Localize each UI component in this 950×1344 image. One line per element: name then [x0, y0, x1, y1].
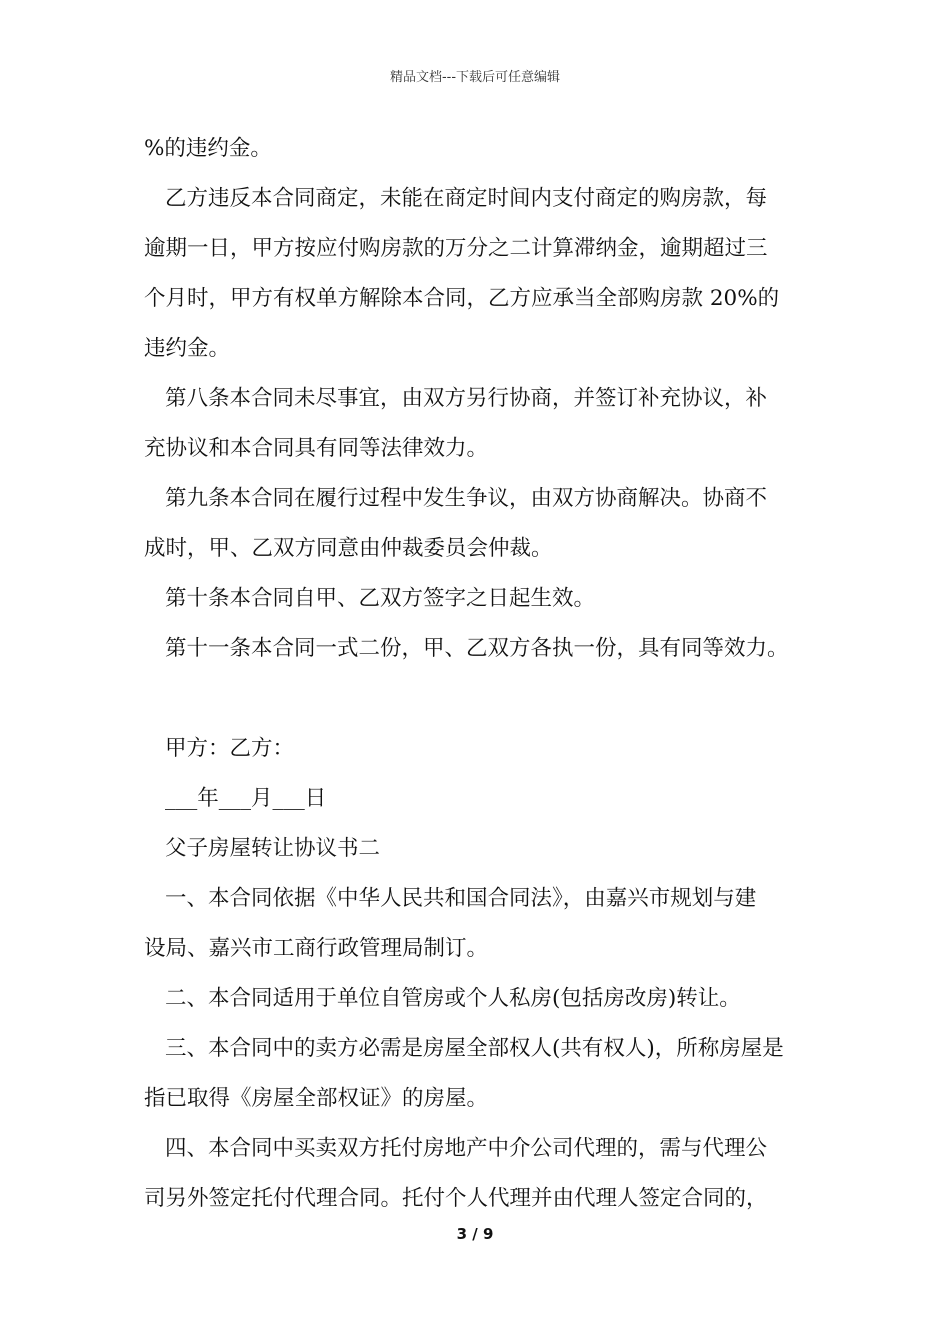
- text-line: 一、本合同依据《中华人民共和国合同法》，由嘉兴市规划与建: [165, 886, 757, 911]
- paragraph: [0, 124, 824, 174]
- text-line: 逾期一日，甲方按应付购房款的万分之二计算滞纳金，逾期超过三: [144, 236, 768, 261]
- text-line: 三、本合同中的卖方必需是房屋全部权人(共有权人)，所称房屋是: [165, 1036, 784, 1061]
- date-line: [0, 774, 824, 824]
- text-line: 设局、嘉兴市工商行政管理局制订。: [144, 936, 489, 961]
- text-line: 第九条本合同在履行过程中发生争议，由双方协商解决。协商不: [165, 486, 768, 511]
- paragraph: [0, 374, 824, 474]
- page-number: 3 / 9: [456, 1225, 494, 1243]
- text-line: 甲方：乙方：: [165, 736, 295, 761]
- text-line: 父子房屋转让协议书二: [165, 836, 381, 861]
- text-line: 第十条本合同自甲、乙双方签字之日起生效。: [165, 586, 596, 611]
- text-line: 四、本合同中买卖双方托付房地产中介公司代理的，需与代理公: [165, 1136, 768, 1161]
- text-line: 第十一条本合同一式二份，甲、乙双方各执一份，具有同等效力。: [165, 636, 789, 661]
- document-body: [0, 124, 950, 1224]
- section-title: [0, 824, 824, 874]
- spacer: [0, 674, 950, 724]
- text-line: 司另外签定托付代理合同。托付个人代理并由代理人签定合同的，: [144, 1186, 768, 1211]
- signature-line: [0, 724, 824, 774]
- text-line: 充协议和本合同具有同等法律效力。: [144, 436, 489, 461]
- text-line: 乙方违反本合同商定，未能在商定时间内支付商定的购房款，每: [165, 186, 768, 211]
- paragraph: [0, 974, 824, 1024]
- paragraph: [0, 174, 824, 374]
- text-line: %的违约金。: [144, 136, 272, 161]
- text-line: 成时，甲、乙双方同意由仲裁委员会仲裁。: [144, 536, 553, 561]
- text-line: 第八条本合同未尽事宜，由双方另行协商，并签订补充协议，补: [165, 386, 768, 411]
- text-line: 二、本合同适用于单位自管房或个人私房(包括房改房)转让。: [165, 986, 741, 1011]
- text-line: 个月时，甲方有权单方解除本合同，乙方应承当全部购房款 20%的: [144, 286, 780, 311]
- page-header: 精品文档---下载后可任意编辑: [389, 70, 561, 85]
- paragraph: [0, 1124, 824, 1224]
- text-line: 违约金。: [144, 336, 231, 361]
- paragraph: [0, 574, 824, 624]
- paragraph: [0, 624, 824, 674]
- paragraph: [0, 474, 824, 574]
- paragraph: [0, 1024, 824, 1124]
- text-line: 指已取得《房屋全部权证》的房屋。: [144, 1086, 489, 1111]
- text-line: ___年___月___日: [165, 786, 327, 811]
- paragraph: [0, 874, 824, 974]
